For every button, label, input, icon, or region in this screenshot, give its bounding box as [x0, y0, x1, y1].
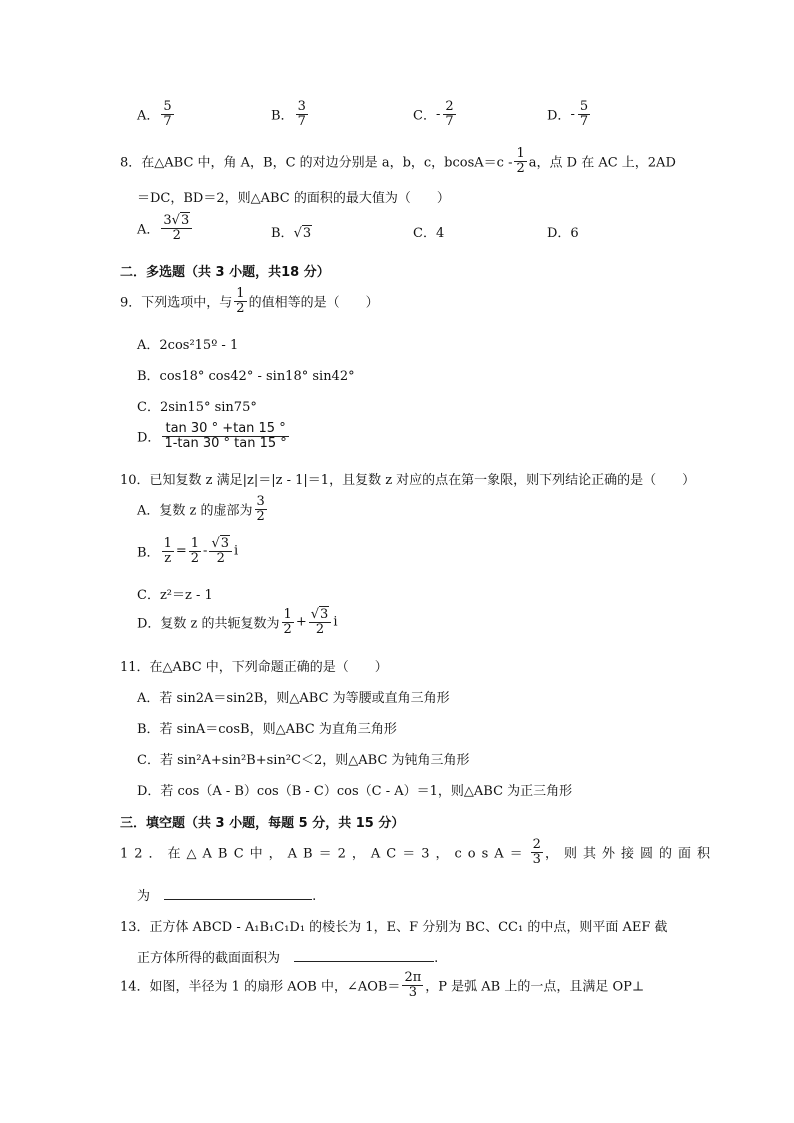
q8-option-c: C．4	[413, 226, 445, 241]
q10-option-c: C．z²＝z - 1	[137, 588, 213, 603]
q10-option-b: B． $\frac{1}{z}$ = $\frac{1}{2}$ - $\frac{√3}{2}$ i	[137, 536, 239, 566]
q13-stem-line1: 13．正方体 ABCD - A₁B₁C₁D₁ 的棱长为 1，E、F 分别为 BC、CC₁ 的中点，则平面 AEF 截	[120, 920, 668, 935]
q8-stem-line1: 8．在△ABC 中，角 A，B，C 的对边分别是 a，b，c，bcosA＝c - $\frac{1}{2}$ a，点 D 在 AC 上，2AD	[120, 146, 676, 176]
q8-a-fraction: $\frac{3√3}{2}$	[161, 214, 192, 242]
q8-fraction: $\frac{1}{2}$	[516, 146, 525, 176]
q14-stem-line1: 14．如图，半径为 1 的扇形 AOB 中，∠AOB＝ $\frac{2\pi}{3}$ ，P 是弧 AB 上的一点，且满足 OP⊥	[120, 970, 645, 1000]
q9-fraction: $\frac{1}{2}$	[236, 286, 245, 316]
q9-d-fraction: $\frac{\tan 30 ^\circ +\tan 15 ^\circ}{1-\tan 30 ^\circ \tan 15 ^\circ}$	[164, 421, 287, 451]
q8-option-d: D．6	[547, 226, 579, 241]
q9-stem: 9．下列选项中，与 $\frac{1}{2}$ 的值相等的是（ ）	[120, 286, 379, 316]
q12-fraction: $\frac{2}{3}$	[532, 837, 541, 867]
q10-a-fraction: $\frac{3}{2}$	[256, 494, 265, 524]
q7-option-a: A． $\frac{5}{7}$	[137, 99, 172, 129]
section-2-heading: 二．多选题（共 3 小题，共18 分）	[120, 265, 330, 280]
q7-a-fraction: $\frac{5}{7}$	[163, 99, 172, 129]
q12-answer-blank[interactable]	[164, 899, 312, 900]
q7-c-fraction: $\frac{2}{7}$	[445, 99, 454, 129]
q13-answer-blank[interactable]	[294, 961, 434, 962]
q11-option-b: B．若 sinA＝cosB，则△ABC 为直角三角形	[137, 722, 397, 737]
section-3-heading: 三．填空题（共 3 小题，每题 5 分，共 15 分）	[120, 816, 405, 831]
q7-option-d: D．- $\frac{5}{7}$	[547, 99, 589, 129]
q9-option-c: C．2sin15° sin75°	[137, 400, 257, 415]
q11-stem: 11．在△ABC 中，下列命题正确的是（ ）	[120, 660, 388, 675]
q7-option-b: B． $\frac{3}{7}$	[271, 99, 306, 129]
q11-option-a: A．若 sin2A＝sin2B，则△ABC 为等腰或直角三角形	[137, 691, 450, 706]
q9-option-b: B．cos18° cos42° - sin18° sin42°	[137, 369, 355, 384]
q10-option-a: A．复数 z 的虚部为 $\frac{3}{2}$	[137, 494, 265, 524]
q12-stem-line1: 12．在△ABC中，AB＝2，AC＝3，cosA＝ $\frac{2}{3}$ ，则其外接圆的面积	[120, 837, 716, 867]
q10-stem: 10．已知复数 z 满足|z|＝|z - 1|＝1，且复数 z 对应的点在第一象限，则下列结论正确的是（ ）	[120, 473, 696, 488]
q8-option-b: B．√3	[271, 226, 312, 241]
q11-option-c: C．若 sin²A+sin²B+sin²C＜2，则△ABC 为钝角三角形	[137, 753, 470, 768]
q13-stem-line2: 正方体所得的截面面积为 .	[137, 951, 439, 966]
q7-option-c: C．- $\frac{2}{7}$	[413, 99, 454, 129]
q9-option-a: A．2cos²15º - 1	[137, 338, 239, 353]
q8-option-a: A． $\frac{3√3}{2}$	[137, 214, 194, 242]
q8-stem-line2: ＝DC，BD＝2，则△ABC 的面积的最大值为（ ）	[137, 191, 450, 206]
q10-option-d: D．复数 z 的共轭复数为 $\frac{1}{2}$ + $\frac{√3}{2}$ i	[137, 607, 338, 637]
q9-option-d: D． $\frac{\tan 30 ^\circ +\tan 15 ^\circ}{1-\tan 30 ^\circ \tan 15 ^\circ}$	[137, 421, 287, 451]
q7-d-fraction: $\frac{5}{7}$	[579, 99, 589, 129]
q12-stem-line2: 为 .	[137, 889, 317, 904]
q11-option-d: D．若 cos（A - B）cos（B - C）cos（C - A）＝1，则△ABC 为正三角形	[137, 784, 573, 799]
q7-b-fraction: $\frac{3}{7}$	[297, 99, 306, 129]
q14-fraction: $\frac{2\pi}{3}$	[404, 970, 422, 1000]
